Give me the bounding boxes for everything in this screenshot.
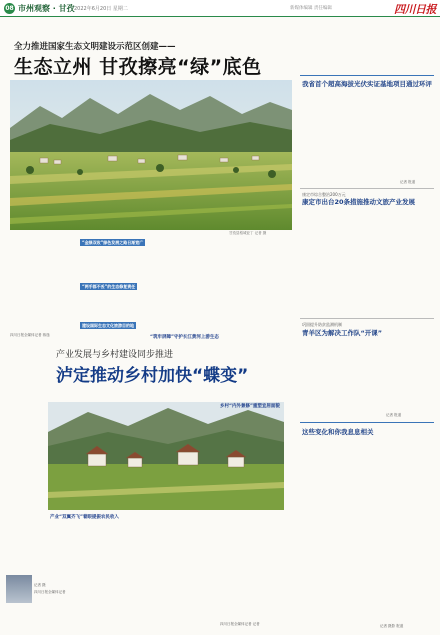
feature1-text-col3 (222, 238, 294, 278)
feature2-text-col3 (220, 410, 294, 620)
right-divider-2 (300, 188, 434, 189)
feature1-subhead-box-1 (80, 239, 145, 246)
right-byline-4: 记者 摄影 报道 (380, 624, 404, 628)
right-headline-2: 康定市出台20条措施推动文旅产业发展 (302, 198, 416, 206)
feature1-headline: 生态立州 甘孜擦亮“绿”底色 (14, 56, 262, 78)
feature2-kicker: 产业发展与乡村建设同步推进 (56, 350, 174, 360)
right-divider-4 (300, 422, 434, 423)
footer-left-byline: 四川日报全媒体记者 (34, 590, 66, 594)
feature1-photo-text (10, 236, 74, 298)
right-divider-3 (300, 318, 434, 319)
feature1-subhead-1: “金绿双收”绿色发展之路日渐宽广 (82, 240, 144, 245)
issue-date: 2022年6月20日 星期二 (74, 6, 128, 12)
editor-info: 新媒体编辑 责任编辑 (290, 6, 332, 11)
right-kicker-3: 巩固提升防贫监测机制 (302, 322, 342, 327)
author-photo (6, 575, 32, 603)
feature2-text-col1 (50, 520, 134, 628)
right-text-4 (302, 442, 434, 622)
right-byline-1: 记者 报道 (400, 180, 416, 184)
right-divider-1 (300, 75, 434, 76)
feature1-subhead-4: 建设国际生态文化旅游目的地 (82, 323, 134, 328)
feature1-photo (10, 80, 292, 230)
right-text-3 (302, 341, 434, 411)
right-text-1 (302, 100, 434, 178)
feature2-subhead-1: 产业“双翼齐飞”着眼提振农民收入 (50, 515, 119, 520)
feature1-byline: 四川日报全媒体记者 蒋逸 (10, 333, 50, 337)
right-kicker-2: 康定市综合整治200万元 (302, 192, 346, 197)
feature2-byline: 四川日报全媒体记者 记者 (220, 622, 260, 626)
footer-left-text (6, 520, 46, 572)
feature2-subhead-2: 乡村“内外兼修”重塑宜居面貌 (220, 404, 280, 409)
feature1-text-col2 (150, 238, 218, 278)
feature2-text-col2 (138, 514, 214, 628)
feature2-headline: 泸定推动乡村加快“蝶变” (56, 366, 249, 386)
right-headline-3: 青羊区为解决工作队“开课” (302, 329, 383, 337)
feature1-subhead-box-2 (80, 283, 137, 290)
newspaper-logo: 四川日报 (394, 3, 436, 16)
footer-left-caption: 记者 摄 (34, 583, 46, 587)
feature1-photo-caption: 甘孜县稻城亚丁 记者 摄 (229, 231, 267, 235)
section-title: 市州观察 · 甘孜 (18, 4, 75, 13)
page-header (0, 0, 440, 17)
feature1-subhead-3: “筑牢屏障”守护长江黄河上游生态 (150, 335, 219, 340)
feature1-text-col1 (80, 248, 144, 298)
right-headline-1: 我省首个超高海拔光伏实证基地项目通过环评 (302, 80, 432, 88)
feature1-text-lower (10, 300, 290, 322)
feature2-left-text (10, 400, 44, 490)
right-headline-4: 这些变化和你我息息相关 (302, 428, 374, 436)
feature1-subhead-2: “两手都不丢”的生态修复责任 (82, 284, 136, 289)
feature1-subhead-box-4 (80, 322, 136, 329)
page-number-badge: 08 (5, 5, 14, 12)
right-byline-3: 记者 报道 (386, 413, 402, 417)
right-text-2 (302, 218, 434, 314)
feature1-kicker: 全力推进国家生态文明建设示范区创建—— (14, 42, 176, 52)
